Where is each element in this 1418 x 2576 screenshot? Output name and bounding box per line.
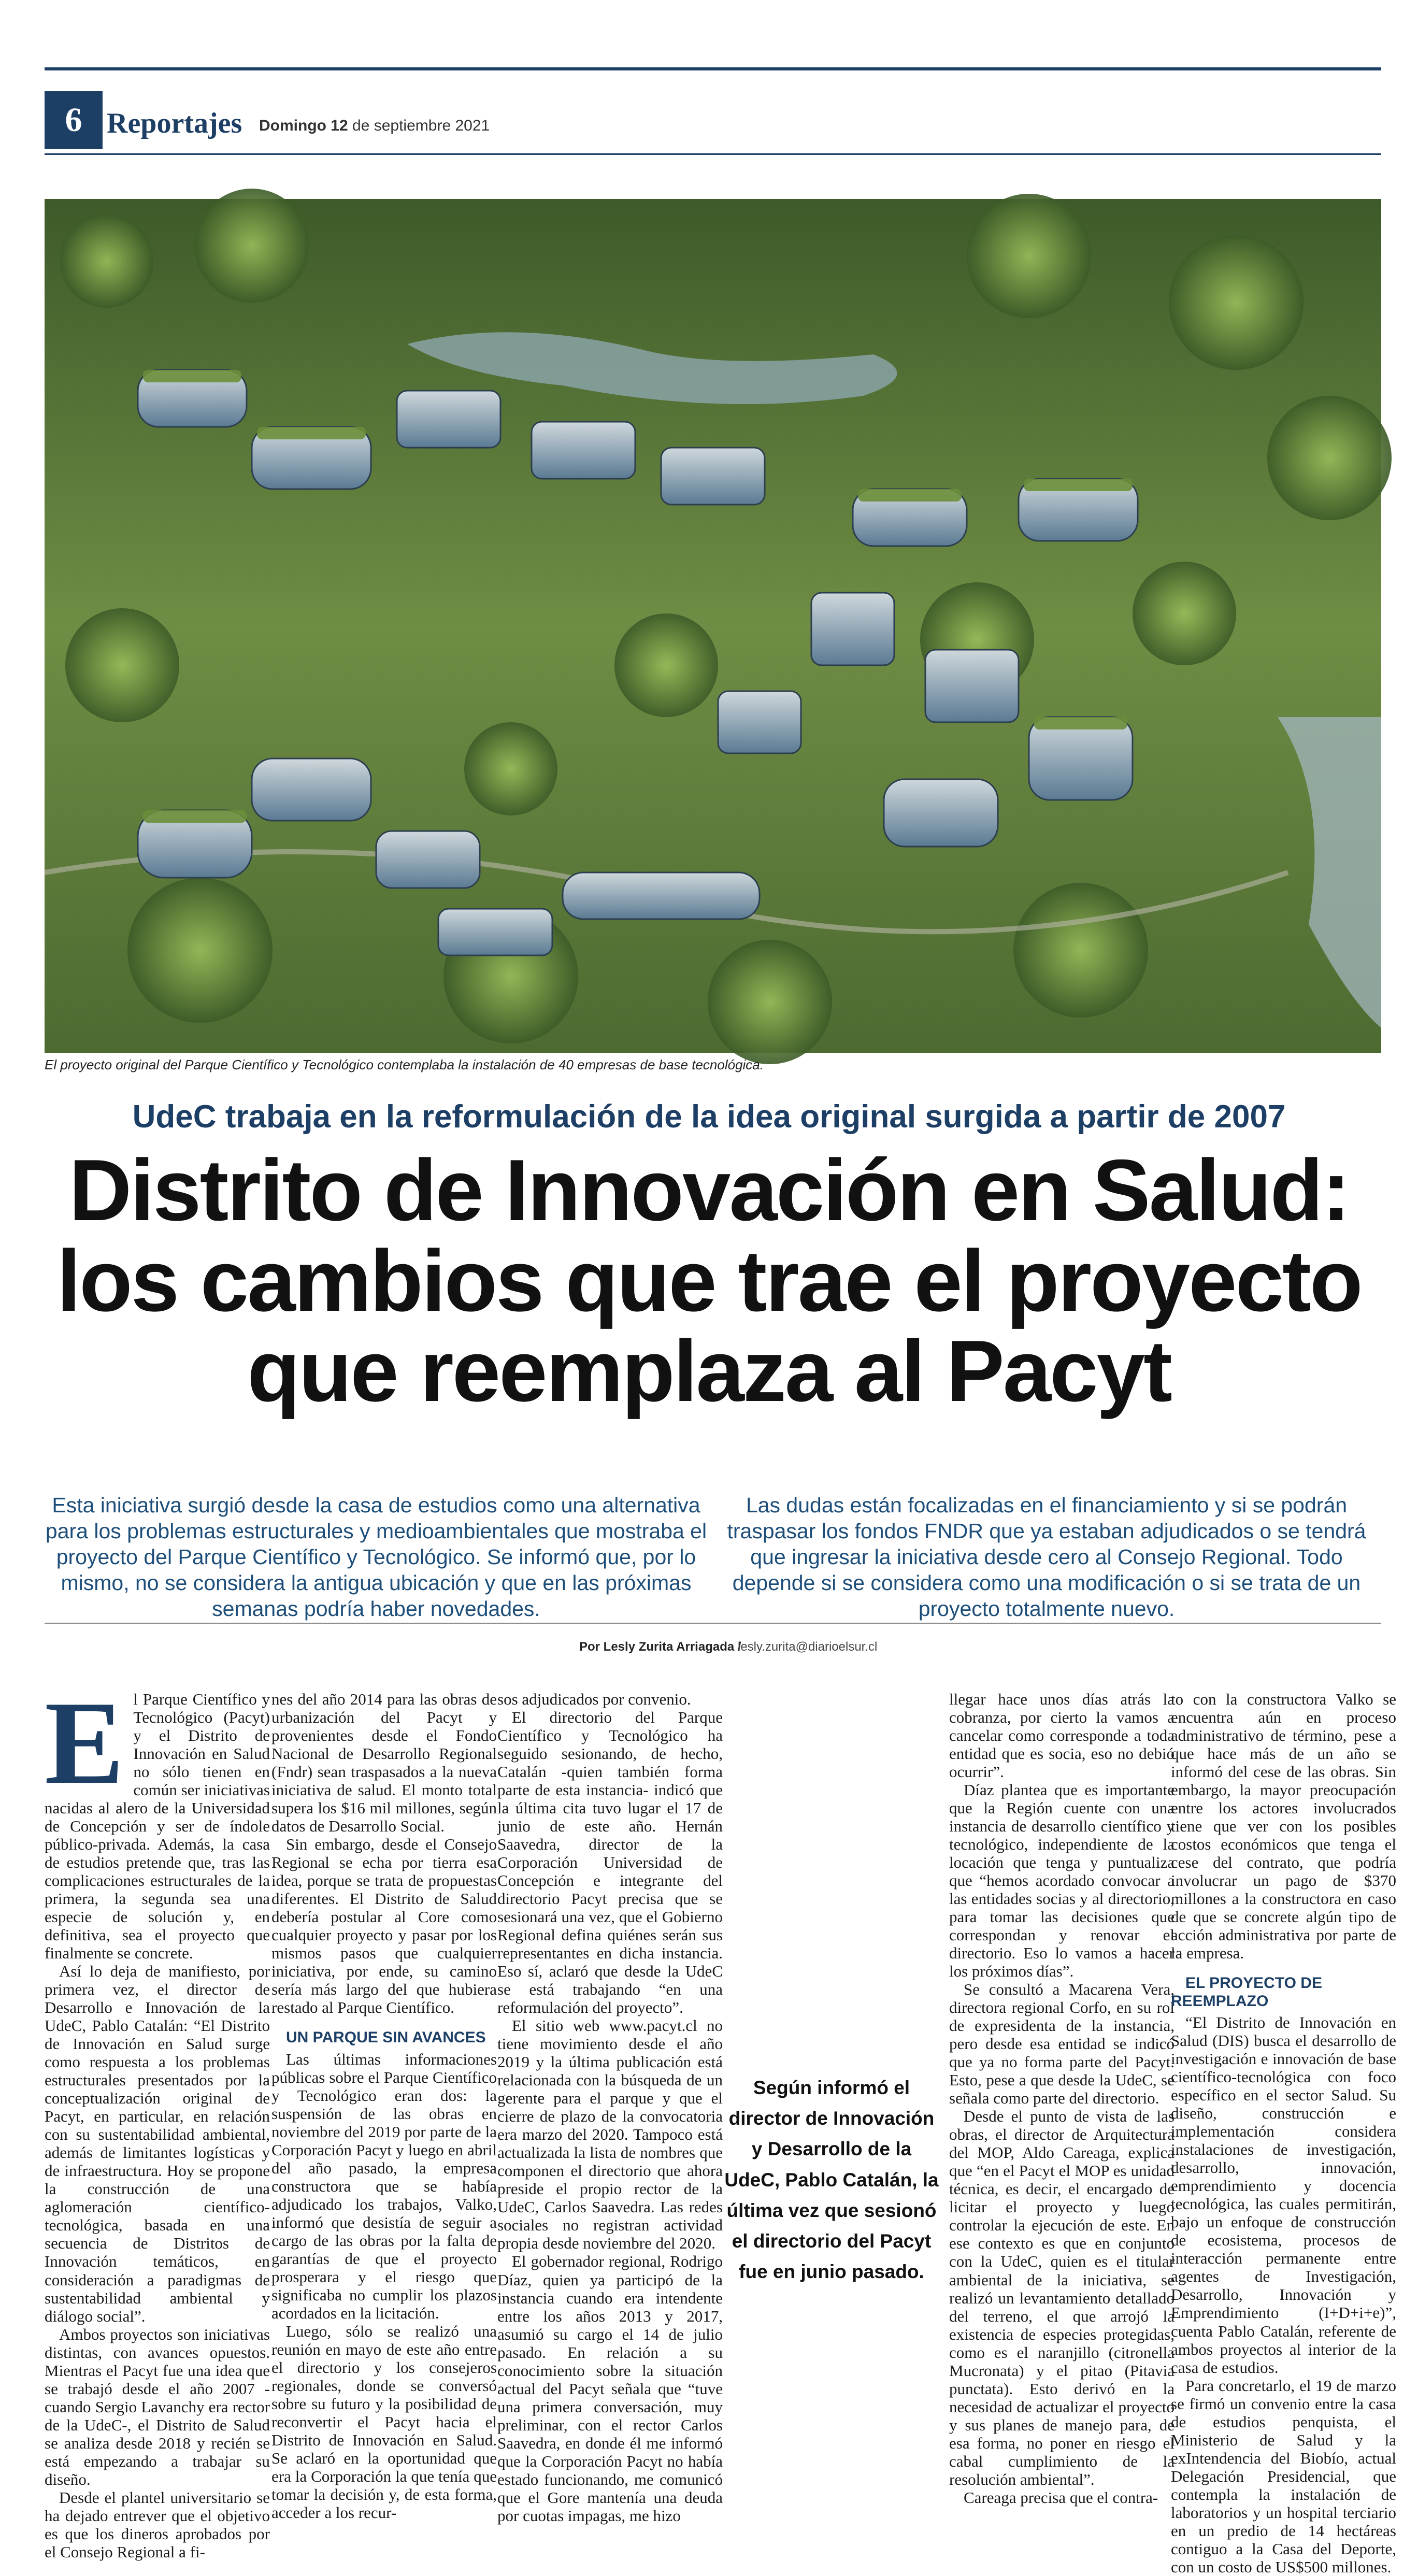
paragraph: “El Distrito de Innovación en Salud (DIS) busca el desarrollo de investigación e innovación de base científico-tecnológica con foco específico en el sector Salud. Su diseño, construcción e implementación considera instalaciones de investigación, desarrollo, innovación, emprendimiento y docencia tecnológica, las cuales permitirán, bajo un enfoque de construcción de ecosistema, procesos de interacción permanente entre agentes de Investigación, Desarrollo, Innovación y Emprendimiento (I+D+i+e)”, cuenta Pablo Catalán, referente de ambos proyectos al interior de la casa de estudios. <box>1171 2013 1396 2377</box>
paragraph: Para concretarlo, el 19 de marzo se firmó un convenio entre la casa de estudios penquista, el Ministerio de Salud y la exIntendencia del Biobío, actual Delegación Presidencial, que contempla la instalación de laboratorios y un hospital terciario en un predio de 14 hectáreas contiguo a la Casa del Deporte, con un costo de US$500 millones. <box>1171 2376 1396 2576</box>
subheading: UN PARQUE SIN AVANCES <box>286 2029 486 2047</box>
pull-quote: Según informó el director de Innovación y Desarrollo de la UdeC, Pablo Catalán, la última vez que sesionó el directorio del Pacyt fue en junio pasado. <box>724 2077 939 2283</box>
paragraph: Las últimas informaciones públicas sobre el Parque Científico y Tecnológico eran dos: la suspensión de las obras en noviembre del 2019 por parte de la Corporación Pacyt y luego en abril del año pasado, la empresa constructora que se había adjudicado los trabajos, Valko, informó que desistía de seguir a cargo de las obras por la falta de garantías de que el proyecto prosperara y el riesgo que significaba no cumplir los plazos acordados en la licitación. <box>271 2050 497 2322</box>
paragraph: Sin embargo, desde el Consejo Regional se echa por tierra esa idea, porque se trata de propuestas diferentes. El Distrito de Salud debería postular al Core como cualquier proyecto y pasar por los mismos pasos que cualquier iniciativa, por ende, su camino sería más largo del que hubiera restado al Parque Científico. <box>271 1835 497 2017</box>
section-title: Reportajes <box>107 107 242 139</box>
body-column-5 <box>1171 1690 1396 2576</box>
paragraph: Desde el plantel universitario se ha dejado entrever que el objetivo es que los dineros aprobados por el Consejo Regional a fi- <box>45 2488 270 2561</box>
paragraph: nes del año 2014 para las obras de urbanización del Pacyt y provenientes desde el Fondo Nacional de Desarrollo Regional (Fndr) sean traspasados a la nueva iniciativa de salud. El monto total supera los $16 mil millones, según datos de Desarrollo Social. <box>271 1690 497 1836</box>
headline-line-2: los cambios que trae el proyecto <box>56 1232 1362 1329</box>
issue-date-day: Domingo 12 <box>259 117 348 134</box>
body-column-2 <box>271 1690 497 2555</box>
paragraph: El gobernador regional, Rodrigo Díaz, quien ya participó de la instancia cuando era intendente entre los años 2013 y 2017, asumió su cargo el 14 de julio pasado. En relación a su conocimiento sobre la situación actual del Pacyt señala que “tuve una primera conversación, muy preliminar, con el rector Carlos Saavedra, en donde él me informó que la Corporación Pacyt no había estado funcionando, me comunicó que el Gore mantenía una deuda por cuotas impagas, me hizo <box>497 2252 723 2525</box>
subheading: EL PROYECTO DE REEMPLAZO <box>1171 1974 1322 2010</box>
paragraph: Ambos proyectos son iniciativas distintas, con avances opuestos. Mientras el Pacyt fue una idea que se trabajó desde el año 2007 -cuando Sergio Lavanchy era rector de la UdeC-, el Distrito de Salud se analiza desde 2018 y recién se está empezando a trabajar su diseño. <box>45 2325 270 2488</box>
byline: Por Lesly Zurita Arriagada / <box>579 1640 741 1654</box>
paragraph: Díaz plantea que es importante que la Región cuente con una instancia de desarrollo científico y tecnológico, independiente de la locación que tenga y puntualiza que “hemos acordado convocar a las entidades socias y al directorio, para tomar las decisiones que correspondan y renovar el directorio. Eso lo vamos a hacer los próximos días”. <box>949 1781 1174 1981</box>
aerial-rendering-image <box>45 199 1381 1053</box>
top-rule <box>45 67 1381 70</box>
byline-rule <box>45 1623 1381 1624</box>
headline-line-3: que reemplaza al Pacyt <box>247 1322 1171 1420</box>
paragraph: to con la constructora Valko se encuentra aún en proceso administrativo de término, pese a que hace más de un año se informó del cese de las obras. Sin embargo, la mayor preocupación entre los actores involucrados tiene que ver con los posibles costos económicos que tenga el cese del contrato, que podría involucrar un pago de $370 millones a la constructora en caso de que se concrete algún tipo de acción administrativa por parte de la empresa. <box>1171 1690 1396 1963</box>
issue-date <box>259 117 490 135</box>
photo-caption: El proyecto original del Parque Científico y Tecnológico contemplaba la instalación de 40 empresas de base tecnológica. <box>45 1057 764 1072</box>
paragraph: Se consultó a Macarena Vera, directora regional Corfo, en su rol de expresidenta de la instancia, pero desde esa entidad se indicó que ya no forma parte del Pacyt. Esto, pese a que desde la UdeC, se señala como parte del directorio. <box>949 1980 1174 2108</box>
author-email: lesly.zurita@diarioelsur.cl <box>738 1640 878 1654</box>
paragraph: El sitio web www.pacyt.cl no tiene movimiento desde el año 2019 y la última publicación está relacionada con la búsqueda de un gerente para el parque y que el cierre de plazo de la convocatoria era marzo del 2020. Tampoco está actualizada la lista de nombres que componen el directorio que ahora preside el propio rector de la UdeC, Carlos Saavedra. Las redes sociales no registran actividad propia desde noviembre del 2020. <box>497 2016 723 2253</box>
paragraph: llegar hace unos días atrás la cobranza, por cierto la vamos a cancelar como corresponde a toda entidad que es socia, eso no debió ocurrir”. <box>949 1690 1174 1781</box>
paragraph: Luego, sólo se realizó una reunión en mayo de este año entre el directorio y los consejeros regionales, donde se conversó sobre su futuro y la posibilidad de reconvertir el Pacyt hacia el Distrito de Innovación en Salud. Se aclaró en la oportunidad que era la Corporación la que tenía que tomar la decisión y, de esta forma, acceder a los recur- <box>271 2322 497 2522</box>
paragraph: Careaga precisa que el contra- <box>964 2488 1158 2507</box>
headline-line-1: Distrito de Innovación en Salud: <box>69 1141 1349 1239</box>
headline <box>0 1141 1418 1420</box>
lead-right: Las dudas están focalizadas en el financiamiento y si se podrán traspasar los fondos FNDR que ya estaban adjudicados o se tendrá que ingresar la iniciativa desde cero al Consejo Regional. Todo depende si se considera como una modificación o si se trata de un proyecto totalmente nuevo. <box>727 1493 1366 1621</box>
body-column-3 <box>497 1690 723 2555</box>
lead-left: Esta iniciativa surgió desde la casa de estudios como una alternativa para los problemas estructurales y medioambientales que mostraba el proyecto del Parque Científico y Tecnológico. Se informó que, por lo mismo, no se considera la antigua ubicación y que en las próximas semanas podría haber novedades. <box>45 1493 707 1621</box>
kicker: UdeC trabaja en la reformulación de la idea original surgida a partir de 2007 <box>132 1099 1286 1135</box>
drop-cap: E <box>45 1677 124 1809</box>
paragraph: Así lo deja de manifiesto, por primera vez, el director de Desarrollo e Innovación de la UdeC, Pablo Catalán: “El Distrito de Innovación en Salud surge como respuesta a los problemas estructurales presentados por la conceptualización original de Pacyt, en particular, en relación con su sustentabilidad ambiental, además de limitantes logísticas y de infraestructura. Hoy se propone la construcción de una aglomeración científico-tecnológica, basada en una secuencia de Distritos de Innovación temáticos, en consideración a paradigmas de sustentabilidad ambiental y diálogo social”. <box>45 1962 270 2325</box>
paragraph: l Parque Científico y Tecnológico (Pacyt) y el Distrito de Innovación en Salud no sólo tienen en común ser iniciativas nacidas al alero de la Universidad de Concepción y ser de índole público-privada. Además, la casa de estudios pretende que, tras las complicaciones estructurales de la primera, la segunda sea una especie de solución y, en definitiva, sea el proyecto que finalmente se concrete. <box>45 1690 270 1963</box>
header-rule <box>45 153 1381 155</box>
paragraph: sos adjudicados por convenio. <box>497 1690 691 1708</box>
page-number: 6 <box>45 91 103 149</box>
paragraph: Desde el punto de vista de las obras, el director de Arquitectura del MOP, Aldo Careaga, explica que “en el Pacyt el MOP es unidad técnica, es decir, el encargado de licitar el proyecto y luego controlar la ejecución de este. En ese contexto es que en conjunto con la UdeC, quien es el titular ambiental de la iniciativa, se realizó un levantamiento detallado del terreno, el que arrojó la existencia de especies protegidas, como es el naranjillo (citronella Mucronata) y el pitao (Pitavia punctata). Esto derivó en la necesidad de actualizar el proyecto y sus planes de manejo para, de esa forma, no poner en riesgo el cabal cumplimiento de la resolución ambiental”. <box>949 2107 1174 2488</box>
paragraph: El directorio del Parque Científico y Tecnológico ha seguido sesionando, de hecho, Catalán -quien también forma parte de esta instancia- indicó que la última cita tuvo lugar el 17 de junio de este año. Hernán Saavedra, director de la Corporación Universidad de Concepción e integrante del directorio Pacyt precisa que se sesionará una vez, que el Gobierno Regional defina quiénes serán sus representantes en dicha instancia. Eso sí, aclaró que desde la UdeC se está trabajando “en una reformulación del proyecto”. <box>497 1708 723 2017</box>
issue-date-rest: de septiembre 2021 <box>348 117 490 134</box>
body-column-4 <box>949 1690 1174 2555</box>
body-column-1 <box>45 1677 270 2561</box>
